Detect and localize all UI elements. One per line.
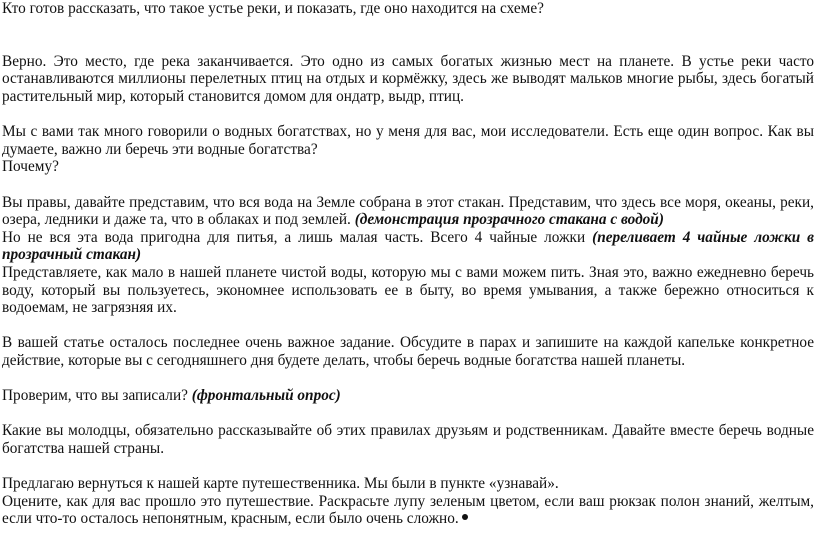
- bullet-dot-icon: [462, 514, 468, 520]
- paragraph-evaluation: [2, 493, 814, 528]
- paragraph-spoons: [2, 229, 814, 264]
- paragraph-glass-demo: [2, 194, 814, 229]
- spoons-note: (переливает 4 чайные ложки в прозрачный стакан): [2, 228, 814, 264]
- paragraph-water-question: Мы с вами так много говорили о водных богатствах, но у меня для вас, мои исследователи. Есть еще один вопрос. Как вы думаете, важно ли беречь эти водные богатства?: [2, 123, 814, 158]
- spacer: [2, 369, 814, 387]
- spacer: [2, 317, 814, 335]
- spoons-text: Но не вся эта вода пригодна для питья, а лишь малая часть. Всего 4 чайные ложки: [2, 228, 593, 246]
- evaluation-text: Оцените, как для вас прошло это путешествие. Раскрасьте лупу зеленым цветом, если ваш рюкзак полон знаний, желтым, если что-то осталось непонятным, красным, если было очень сложно.: [2, 492, 814, 528]
- spacer: [2, 18, 814, 53]
- paragraph-save-water: Представляете, как мало в нашей планете чистой воды, которую мы с вами можем пить. Зная это, важно ежедневно беречь воду, который вы пользуетесь, экономнее использовать ее в быту, во время умывания, а также бережно относиться к водоемам, не загрязняя их.: [2, 263, 814, 317]
- check-note: (фронтальный опрос): [191, 387, 341, 405]
- spacer: [2, 457, 814, 475]
- paragraph-why: Почему?: [2, 158, 59, 176]
- spacer: [2, 106, 814, 124]
- glass-demo-text: Вы правы, давайте представим, что вся вода на Земле собрана в этот стакан. Представим, что здесь все моря, океаны, реки, озера, ледники и даже та, что в облаках и под землей.: [2, 193, 814, 229]
- paragraph-last-task: В вашей статье осталось последнее очень важное задание. Обсудите в парах и запишите на каждой капельке конкретное действие, которые вы с сегодняшнего дня будете делать, чтобы беречь водные богатства нашей планеты.: [2, 334, 814, 369]
- paragraph-praise: Какие вы молодцы, обязательно рассказывайте об этих правилах друзьям и родственникам. Давайте вместе беречь водные богатства нашей страны.: [2, 422, 814, 457]
- paragraph-check: [2, 387, 814, 405]
- document-body: [2, 0, 814, 528]
- question-river-mouth: Кто готов рассказать, что такое устье реки, и показать, где оно находится на схеме?: [2, 0, 544, 17]
- paragraph-map-return: Предлагаю вернуться к нашей карте путешественника. Мы были в пункте «узнавай».: [2, 475, 559, 493]
- spacer: [2, 405, 814, 423]
- check-text: Проверим, что вы записали?: [2, 387, 192, 405]
- paragraph-river-mouth-answer: Верно. Это место, где река заканчивается. Это одно из самых богатых жизнью мест на планете. В устье реки часто останавливаются миллионы перелетных птиц на отдых и кормёжку, здесь же выводят мальков многие рыбы, здесь богатый растительный мир, который становится домом для ондатр, выдр, птиц.: [2, 52, 814, 105]
- glass-demo-note: (демонстрация прозрачного стакана с водой): [354, 211, 664, 229]
- spacer: [2, 176, 814, 194]
